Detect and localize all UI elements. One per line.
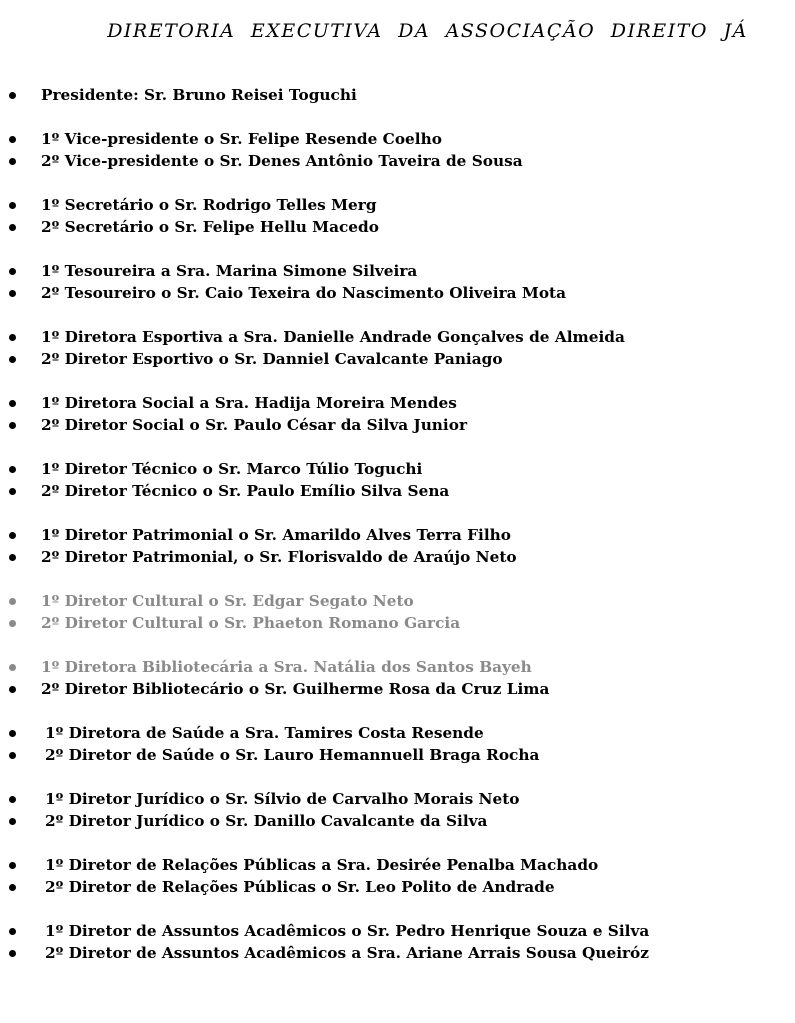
group-academic-affairs-director	[0, 920, 795, 965]
bullet-icon	[9, 598, 16, 605]
list-item-text: 2º Vice-presidente o Sr. Denes Antônio Taveira de Sousa	[41, 152, 523, 170]
list-item	[0, 942, 795, 965]
group-secretary	[0, 194, 795, 239]
bullet-icon	[9, 356, 16, 363]
group-library-director	[0, 656, 795, 701]
list-item	[0, 546, 795, 569]
list-item	[0, 128, 795, 151]
list-item-text: 1º Diretora Social a Sra. Hadija Moreira Mendes	[41, 393, 457, 412]
list-item	[0, 260, 795, 283]
list-item-text: 2º Diretor Esportivo o Sr. Danniel Cavalcante Paniago	[41, 350, 503, 368]
list-item-text: Presidente: Sr. Bruno Reisei Toguchi	[41, 86, 357, 104]
bullet-icon	[9, 290, 16, 297]
bullet-icon	[9, 554, 16, 561]
list-item	[0, 216, 795, 239]
bullet-icon	[9, 488, 16, 495]
list-item	[0, 854, 795, 877]
list-item-text: 2º Diretor Bibliotecário o Sr. Guilherme Rosa da Cruz Lima	[41, 680, 550, 698]
list-item-text: 1º Diretora Esportiva a Sra. Danielle Andrade Gonçalves de Almeida	[41, 327, 625, 346]
bullet-icon	[9, 92, 16, 99]
board-member-list	[0, 84, 795, 986]
list-item-text: 2º Diretor Patrimonial, o Sr. Florisvaldo de Araújo Neto	[41, 548, 517, 566]
list-item	[0, 194, 795, 217]
list-item	[0, 744, 795, 767]
list-item-text: 1º Diretor de Assuntos Acadêmicos o Sr. Pedro Henrique Souza e Silva	[45, 921, 650, 940]
group-patrimonial-director	[0, 524, 795, 569]
group-technical-director	[0, 458, 795, 503]
group-legal-director	[0, 788, 795, 833]
bullet-icon	[9, 818, 16, 825]
list-item	[0, 480, 795, 503]
list-item	[0, 656, 795, 679]
list-item-text: 1º Tesoureira a Sra. Marina Simone Silveira	[41, 261, 418, 280]
bullet-icon	[9, 422, 16, 429]
list-item	[0, 458, 795, 481]
bullet-icon	[9, 400, 16, 407]
bullet-icon	[9, 620, 16, 627]
list-item-text: 1º Diretora Bibliotecária a Sra. Natália dos Santos Bayeh	[41, 657, 532, 676]
list-item-text: 2º Diretor de Saúde o Sr. Lauro Hemannuell Braga Rocha	[45, 746, 540, 764]
list-item-text: 1º Diretor Jurídico o Sr. Sílvio de Carvalho Morais Neto	[45, 789, 520, 808]
bullet-icon	[9, 224, 16, 231]
list-item	[0, 282, 795, 305]
bullet-icon	[9, 730, 16, 737]
bullet-icon	[9, 268, 16, 275]
bullet-icon	[9, 686, 16, 693]
list-item-text: 1º Secretário o Sr. Rodrigo Telles Merg	[41, 195, 377, 214]
list-item	[0, 524, 795, 547]
group-cultural-director	[0, 590, 795, 635]
bullet-icon	[9, 136, 16, 143]
bullet-icon	[9, 752, 16, 759]
bullet-icon	[9, 928, 16, 935]
list-item-text: 1º Diretor de Relações Públicas a Sra. Desirée Penalba Machado	[45, 855, 599, 874]
list-item-text: 2º Diretor de Relações Públicas o Sr. Leo Polito de Andrade	[45, 878, 555, 896]
list-item-text: 2º Diretor de Assuntos Acadêmicos a Sra. Ariane Arrais Sousa Queiróz	[45, 944, 649, 962]
list-item-text: 2º Diretor Social o Sr. Paulo César da Silva Junior	[41, 416, 468, 434]
group-sports-director	[0, 326, 795, 371]
list-item	[0, 920, 795, 943]
bullet-icon	[9, 796, 16, 803]
group-president	[0, 84, 795, 107]
bullet-icon	[9, 884, 16, 891]
group-health-director	[0, 722, 795, 767]
list-item	[0, 788, 795, 811]
group-social-director	[0, 392, 795, 437]
list-item	[0, 326, 795, 349]
list-item-text: 1º Diretor Patrimonial o Sr. Amarildo Alves Terra Filho	[41, 525, 511, 544]
list-item-text: 1º Diretor Cultural o Sr. Edgar Segato Neto	[41, 591, 414, 610]
bullet-icon	[9, 202, 16, 209]
group-vice-president	[0, 128, 795, 173]
list-item-text: 1º Diretor Técnico o Sr. Marco Túlio Toguchi	[41, 459, 423, 478]
group-public-relations-director	[0, 854, 795, 899]
list-item	[0, 84, 795, 107]
list-item-text: 2º Tesoureiro o Sr. Caio Texeira do Nascimento Oliveira Mota	[41, 284, 567, 302]
list-item-text: 2º Secretário o Sr. Felipe Hellu Macedo	[41, 218, 379, 236]
list-item	[0, 810, 795, 833]
document-title: DIRETORIA EXECUTIVA DA ASSOCIAÇÃO DIREITO JÁ	[107, 20, 748, 42]
bullet-icon	[9, 664, 16, 671]
bullet-icon	[9, 158, 16, 165]
list-item	[0, 392, 795, 415]
group-treasurer	[0, 260, 795, 305]
bullet-icon	[9, 334, 16, 341]
bullet-icon	[9, 532, 16, 539]
list-item-text: 1º Diretora de Saúde a Sra. Tamires Costa Resende	[45, 723, 484, 742]
list-item-text: 2º Diretor Técnico o Sr. Paulo Emílio Silva Sena	[41, 482, 450, 500]
list-item	[0, 414, 795, 437]
list-item	[0, 876, 795, 899]
list-item-text: 1º Vice-presidente o Sr. Felipe Resende Coelho	[41, 129, 442, 148]
bullet-icon	[9, 466, 16, 473]
list-item	[0, 678, 795, 701]
list-item-text: 2º Diretor Cultural o Sr. Phaeton Romano Garcia	[41, 614, 461, 632]
list-item-text: 2º Diretor Jurídico o Sr. Danillo Cavalcante da Silva	[45, 812, 488, 830]
list-item	[0, 348, 795, 371]
list-item	[0, 150, 795, 173]
list-item	[0, 722, 795, 745]
list-item	[0, 590, 795, 613]
bullet-icon	[9, 862, 16, 869]
list-item	[0, 612, 795, 635]
bullet-icon	[9, 950, 16, 957]
